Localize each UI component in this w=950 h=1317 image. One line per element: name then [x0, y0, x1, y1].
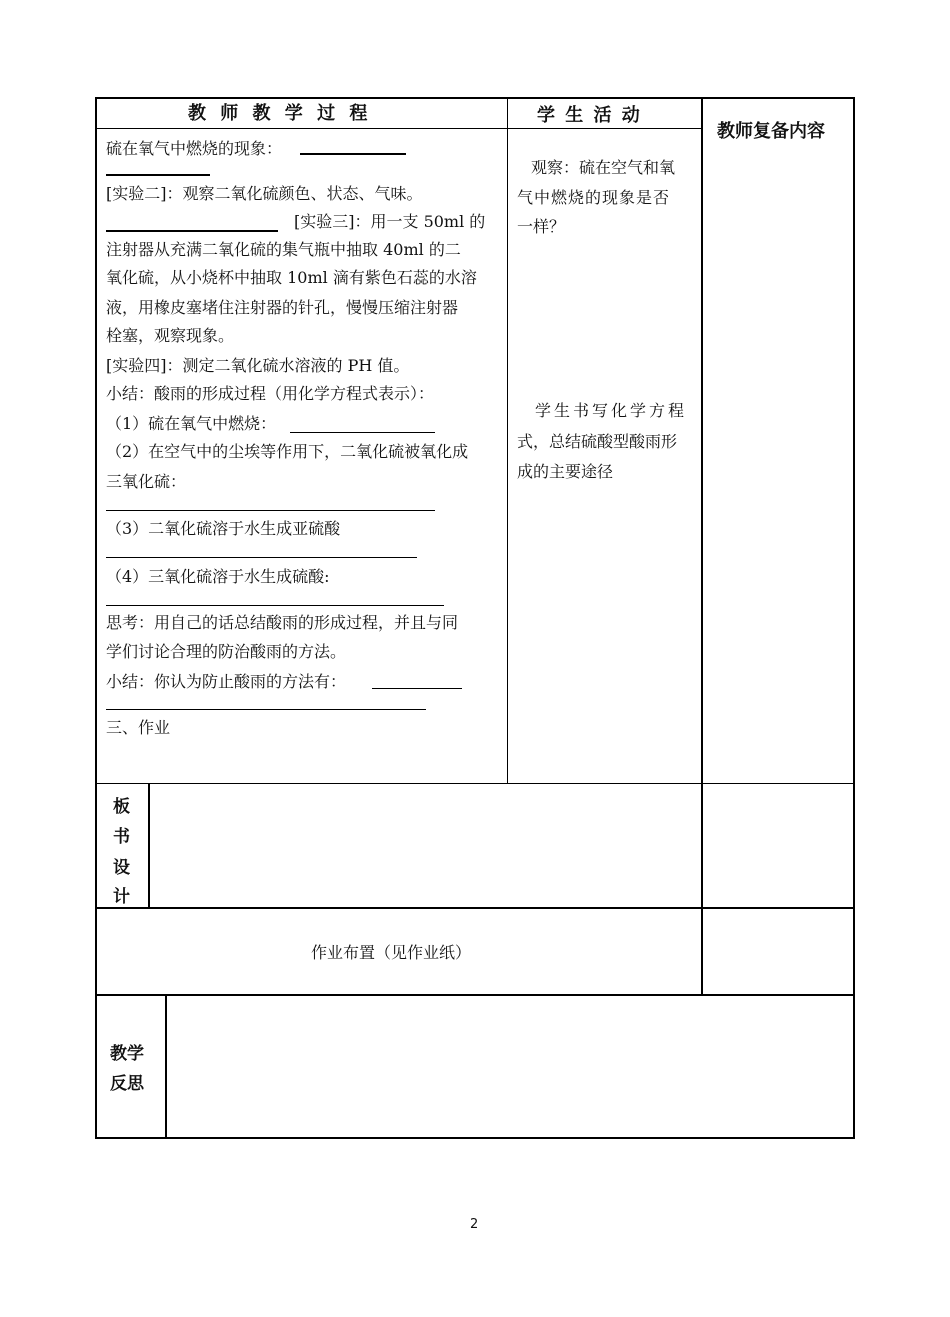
- experiment-3-line4: 液，用橡皮塞堵住注射器的针孔，慢慢压缩注射器: [106, 298, 459, 317]
- header-teacher-process: 教 师 教 学 过 程: [188, 103, 372, 124]
- row-divider-board: [95, 907, 855, 909]
- board-label-char-1: 板: [113, 797, 130, 817]
- board-label-char-3: 设: [113, 858, 130, 878]
- experiment-3-line5: 栓塞，观察现象。: [106, 326, 235, 345]
- header-student-activity: 学 生 活 动: [537, 105, 642, 126]
- student-observe-line1: 观察：硫在空气和氧: [531, 158, 676, 177]
- row-divider-assignment: [95, 994, 855, 996]
- sulfur-burning-phenomenon: 硫在氧气中燃烧的现象：: [106, 139, 283, 158]
- student-write-line3: 成的主要途径: [517, 462, 614, 481]
- blank-phenomenon-1: [300, 153, 406, 155]
- reflection-label-line2: 反思: [110, 1074, 144, 1094]
- board-label-divider: [148, 783, 150, 908]
- student-observe-line3: 一样？: [517, 217, 566, 236]
- blank-prevention-2: [106, 709, 426, 710]
- step-2-line1: （2）在空气中的尘埃等作用下，二氧化硫被氧化成: [106, 442, 469, 461]
- experiment-2: [实验二]：观察二氧化硫颜色、状态、气味。: [106, 184, 423, 203]
- experiment-3-line2: 注射器从充满二氧化硫的集气瓶中抽取 40ml 的二: [106, 240, 461, 259]
- experiment-3-line3: 氧化硫，从小烧杯中抽取 10ml 滴有紫色石蕊的水溶: [106, 268, 477, 287]
- col-divider-2: [701, 97, 703, 995]
- table-top-border: [95, 97, 855, 99]
- blank-step-2: [106, 510, 435, 511]
- reflection-label-divider: [165, 994, 167, 1139]
- think-line1: 思考：用自己的话总结酸雨的形成过程，并且与同: [106, 613, 459, 632]
- board-label-char-4: 计: [113, 887, 130, 907]
- table-right-border: [853, 97, 855, 1139]
- blank-prevention-1: [372, 688, 462, 689]
- row-divider-main: [95, 783, 855, 784]
- step-3: （3）二氧化硫溶于水生成亚硫酸: [106, 519, 341, 538]
- table-bottom-border: [95, 1137, 855, 1139]
- blank-step-3: [106, 557, 417, 558]
- blank-experiment-2: [106, 230, 278, 232]
- col-divider-1: [507, 97, 508, 784]
- step-4: （4）三氧化硫溶于水生成硫酸:: [106, 567, 330, 586]
- blank-step-1: [290, 432, 435, 433]
- reflection-label-line1: 教学: [110, 1044, 144, 1064]
- student-write-line1: 学生书写化学方程: [535, 401, 688, 420]
- page-number: 2: [470, 1217, 479, 1232]
- homework-heading: 三、作业: [106, 718, 171, 737]
- blank-step-4: [106, 605, 444, 606]
- header-divider: [95, 128, 702, 129]
- header-teacher-review: 教师复备内容: [717, 121, 825, 142]
- student-write-line2: 式，总结硫酸型酸雨形: [517, 432, 678, 451]
- experiment-3-line1: [实验三]：用一支 50ml 的: [294, 212, 486, 231]
- student-observe-line2: 气中燃烧的现象是否: [517, 188, 671, 207]
- experiment-4: [实验四]：测定二氧化硫水溶液的 PH 值。: [106, 356, 410, 375]
- assignment-text: 作业布置（见作业纸）: [311, 943, 472, 962]
- board-label-char-2: 书: [113, 827, 130, 847]
- summary-prevention: 小结：你认为防止酸雨的方法有：: [106, 672, 347, 691]
- think-line2: 学们讨论合理的防治酸雨的方法。: [106, 642, 347, 661]
- table-left-border: [95, 97, 97, 1139]
- step-1: （1）硫在氧气中燃烧：: [106, 414, 277, 433]
- blank-phenomenon-2: [106, 174, 210, 176]
- summary-acid-rain-formation: 小结：酸雨的形成过程（用化学方程式表示）：: [106, 384, 435, 403]
- step-2-line2: 三氧化硫：: [106, 472, 187, 491]
